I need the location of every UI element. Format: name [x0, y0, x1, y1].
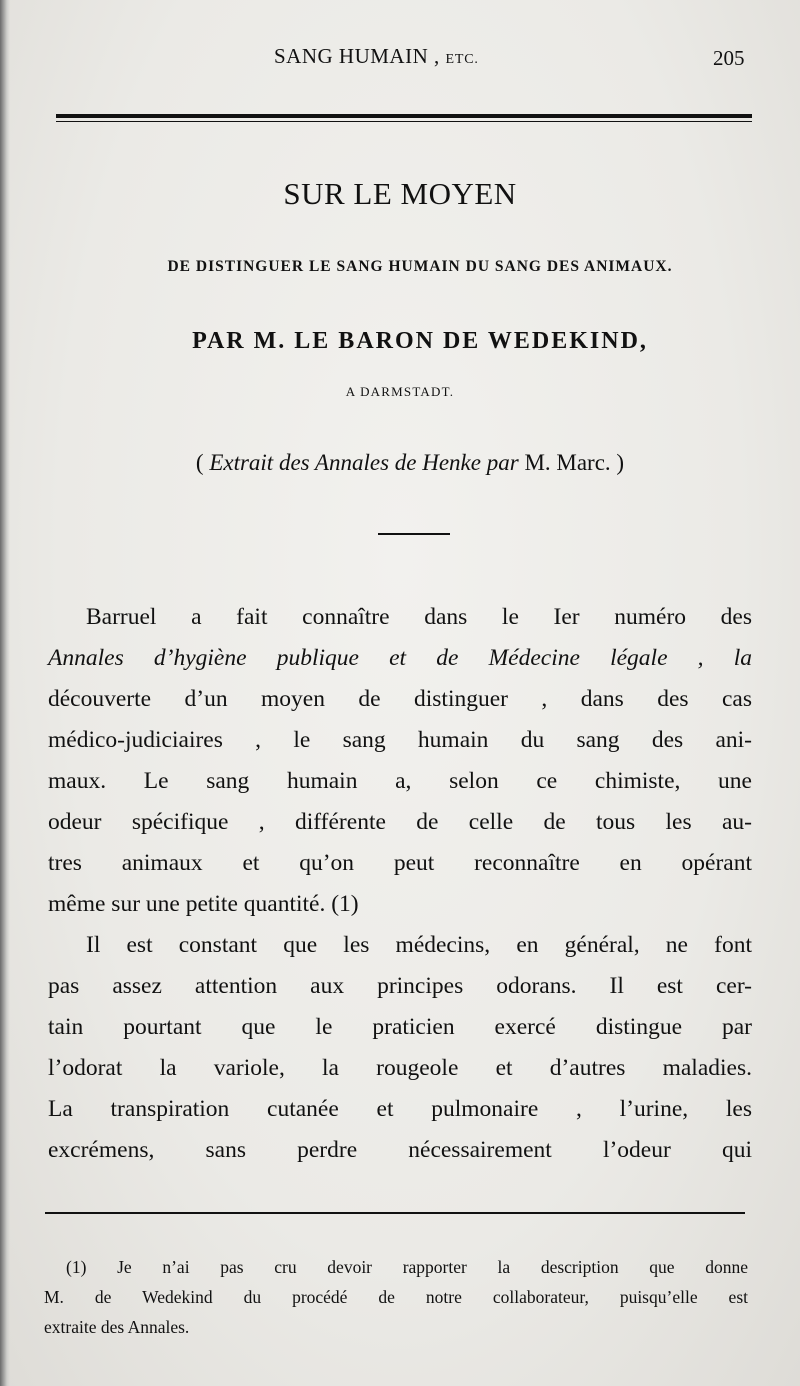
body-line: même sur une petite quantité. (1) — [48, 891, 359, 917]
body-line: médico-judiciaires , le sang humain du sang des ani- — [48, 727, 752, 753]
source-open-paren: ( — [195, 450, 204, 475]
body-line: maux. Le sang humain a, selon ce chimiste, une — [48, 768, 752, 794]
body-line: tain pourtant que le praticien exercé distingue par — [48, 1014, 752, 1040]
body-line: Annales d’hygiène publique et de Médecine légale , la — [48, 645, 752, 671]
body-line: pas assez attention aux principes odorans. Il est cer- — [48, 973, 752, 999]
body-line: l’odorat la variole, la rougeole et d’autres maladies. — [48, 1055, 752, 1081]
footnote-line: (1) Je n’ai pas cru devoir rapporter la description que donne — [66, 1257, 748, 1277]
header-rule-thick — [56, 114, 752, 118]
section-divider — [378, 533, 450, 535]
running-head — [274, 44, 479, 69]
body-line: Barruel a fait connaître dans le Ier numéro des — [86, 604, 752, 630]
body-line: La transpiration cutanée et pulmonaire , l’urine, les — [48, 1096, 752, 1122]
body-line: odeur spécifique , différente de celle de tous les au- — [48, 809, 752, 835]
source-author: M. Marc. — [524, 450, 611, 475]
source-close-paren: ) — [616, 450, 625, 475]
footnote-rule — [45, 1212, 745, 1214]
body-line: Il est constant que les médecins, en général, ne font — [86, 932, 752, 958]
article-title: SUR LE MOYEN — [283, 176, 517, 211]
article-subtitle: DE DISTINGUER LE SANG HUMAIN DU SANG DES ANIMAUX. — [167, 258, 673, 275]
header-rule-thin — [56, 121, 752, 122]
body-line: découverte d’un moyen de distinguer , dans des cas — [48, 686, 752, 712]
body-line: excrémens, sans perdre nécessairement l’odeur qui — [48, 1137, 752, 1163]
source-text: Extrait des Annales de Henke par — [209, 450, 519, 475]
page-number: 205 — [713, 46, 745, 70]
body-line: tres animaux et qu’on peut reconnaître en opérant — [48, 850, 752, 876]
running-head-suffix: ETC. — [445, 52, 479, 67]
article-author: PAR M. LE BARON DE WEDEKIND, — [192, 328, 648, 354]
footnote-line: extraite des Annales. — [44, 1317, 190, 1337]
running-head-title: SANG HUMAIN , — [274, 44, 440, 68]
author-location: A DARMSTADT. — [345, 384, 455, 399]
source-citation — [60, 450, 760, 476]
footnote-line: M. de Wedekind du procédé de notre collaborateur, puisqu’elle est — [44, 1287, 748, 1307]
